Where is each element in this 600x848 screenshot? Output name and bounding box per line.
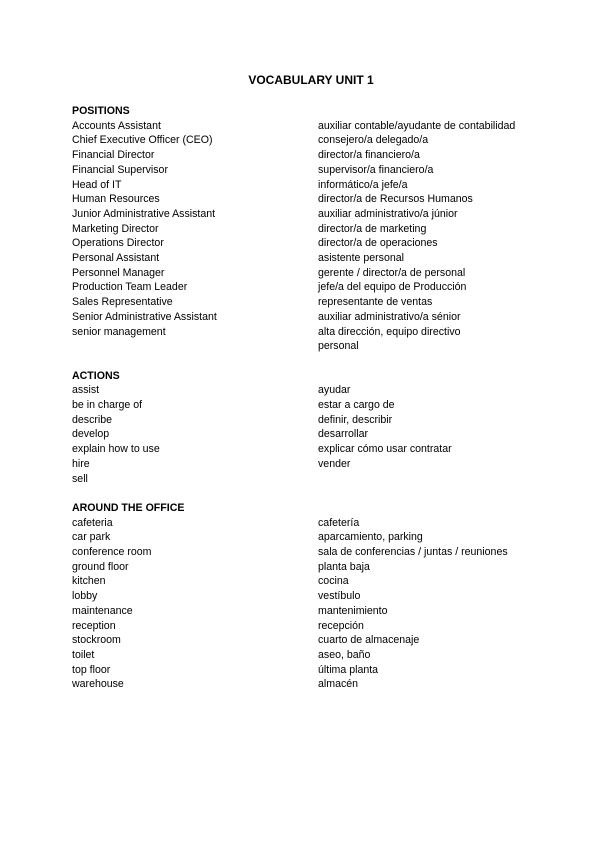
english-term: ground floor — [72, 560, 129, 573]
spanish-translation: director/a de operaciones — [318, 237, 438, 250]
vocabulary-row — [72, 266, 542, 281]
english-term: Financial Director — [72, 149, 155, 162]
vocabulary-row — [72, 398, 542, 413]
vocabulary-row — [72, 383, 542, 398]
spanish-translation: personal — [318, 340, 359, 353]
vocabulary-row — [72, 457, 542, 472]
english-term: Production Team Leader — [72, 281, 188, 294]
english-term: Head of IT — [72, 178, 122, 191]
spanish-translation: vender — [318, 457, 351, 470]
spanish-translation: estar a cargo de — [318, 399, 395, 412]
english-term: assist — [72, 384, 100, 397]
spanish-translation: explicar cómo usar contratar — [318, 443, 452, 456]
spanish-translation: desarrollar — [318, 428, 369, 441]
section-positions — [72, 104, 542, 354]
spanish-translation: consejero/a delegado/a — [318, 134, 429, 147]
vocabulary-row — [72, 413, 542, 428]
english-term: cafeteria — [72, 516, 113, 529]
english-term: Accounts Assistant — [72, 119, 161, 132]
spanish-translation: cocina — [318, 575, 349, 588]
vocabulary-row — [72, 133, 542, 148]
spanish-translation: última planta — [318, 663, 379, 676]
english-term: Financial Supervisor — [72, 163, 168, 176]
english-term: Human Resources — [72, 193, 160, 206]
spanish-translation: representante de ventas — [318, 296, 433, 309]
spanish-translation: informático/a jefe/a — [318, 178, 408, 191]
english-term: reception — [72, 619, 116, 632]
vocabulary-row — [72, 574, 542, 589]
vocabulary-row — [72, 545, 542, 560]
vocabulary-row — [72, 530, 542, 545]
vocabulary-row — [72, 163, 542, 178]
section-around-the-office — [72, 501, 542, 692]
spanish-translation: auxiliar contable/ayudante de contabilidad — [318, 119, 516, 132]
spanish-translation: mantenimiento — [318, 604, 388, 617]
section-actions — [72, 369, 542, 487]
spanish-translation: director/a de marketing — [318, 222, 427, 235]
vocabulary-row — [72, 472, 542, 487]
spanish-translation: director/a de Recursos Humanos — [318, 193, 473, 206]
spanish-translation: recepción — [318, 619, 364, 632]
vocabulary-row — [72, 589, 542, 604]
english-term — [72, 339, 318, 354]
vocabulary-row — [72, 648, 542, 663]
english-term: describe — [72, 413, 113, 426]
english-term: top floor — [72, 663, 111, 676]
english-term: toilet — [72, 648, 95, 661]
section-heading: POSITIONS — [72, 105, 130, 117]
vocabulary-row — [72, 560, 542, 575]
spanish-translation: auxiliar administrativo/a júnior — [318, 207, 458, 220]
vocabulary-row — [72, 427, 542, 442]
english-term: Sales Representative — [72, 296, 173, 309]
spanish-translation: cafetería — [318, 516, 360, 529]
vocabulary-row — [72, 442, 542, 457]
vocabulary-row — [72, 192, 542, 207]
vocabulary-row — [72, 604, 542, 619]
vocabulary-row — [72, 677, 542, 692]
vocabulary-row — [72, 119, 542, 134]
spanish-translation: aseo, baño — [318, 648, 371, 661]
english-term: maintenance — [72, 604, 133, 617]
spanish-translation: auxiliar administrativo/a sénior — [318, 310, 461, 323]
vocabulary-row — [72, 222, 542, 237]
spanish-translation: almacén — [318, 678, 359, 691]
spanish-translation — [318, 472, 542, 487]
spanish-translation: asistente personal — [318, 252, 404, 265]
document-page — [72, 72, 542, 707]
vocabulary-row — [72, 310, 542, 325]
spanish-translation: sala de conferencias / juntas / reuniones — [318, 546, 508, 559]
vocabulary-row — [72, 280, 542, 295]
vocabulary-row — [72, 619, 542, 634]
vocabulary-row — [72, 148, 542, 163]
spanish-translation: ayudar — [318, 384, 351, 397]
english-term: hire — [72, 457, 90, 470]
vocabulary-row — [72, 295, 542, 310]
english-term: sell — [72, 472, 88, 485]
english-term: Chief Executive Officer (CEO) — [72, 134, 213, 147]
english-term: warehouse — [72, 678, 124, 691]
vocabulary-row — [72, 633, 542, 648]
english-term: Personal Assistant — [72, 252, 160, 265]
english-term: explain how to use — [72, 443, 160, 456]
spanish-translation: jefe/a del equipo de Producción — [318, 281, 467, 294]
spanish-translation: supervisor/a financiero/a — [318, 163, 434, 176]
english-term: Personnel Manager — [72, 266, 165, 279]
english-term: Senior Administrative Assistant — [72, 310, 217, 323]
vocabulary-row — [72, 178, 542, 193]
spanish-translation: alta dirección, equipo directivo — [318, 325, 461, 338]
spanish-translation: aparcamiento, parking — [318, 531, 423, 544]
english-term: Junior Administrative Assistant — [72, 207, 216, 220]
section-heading: ACTIONS — [72, 369, 120, 382]
english-term: develop — [72, 428, 110, 441]
english-term: car park — [72, 531, 111, 544]
english-term: Operations Director — [72, 237, 164, 250]
english-term: Marketing Director — [72, 222, 159, 235]
section-heading: AROUND THE OFFICE — [72, 501, 185, 514]
vocabulary-row — [72, 325, 542, 340]
vocabulary-row — [72, 663, 542, 678]
english-term: stockroom — [72, 634, 121, 647]
english-term: be in charge of — [72, 399, 143, 412]
vocabulary-row — [72, 516, 542, 531]
english-term: lobby — [72, 590, 98, 603]
spanish-translation: definir, describir — [318, 413, 393, 426]
vocabulary-row — [72, 339, 542, 354]
spanish-translation: cuarto de almacenaje — [318, 634, 420, 647]
vocabulary-row — [72, 207, 542, 222]
vocabulary-sections — [72, 104, 542, 692]
english-term: conference room — [72, 546, 152, 559]
vocabulary-row — [72, 251, 542, 266]
spanish-translation: planta baja — [318, 560, 370, 573]
spanish-translation: director/a financiero/a — [318, 149, 420, 162]
page-title: VOCABULARY UNIT 1 — [248, 73, 374, 87]
spanish-translation: gerente / director/a de personal — [318, 266, 466, 279]
english-term: senior management — [72, 325, 166, 338]
spanish-translation: vestíbulo — [318, 590, 361, 603]
english-term: kitchen — [72, 575, 106, 588]
vocabulary-row — [72, 236, 542, 251]
